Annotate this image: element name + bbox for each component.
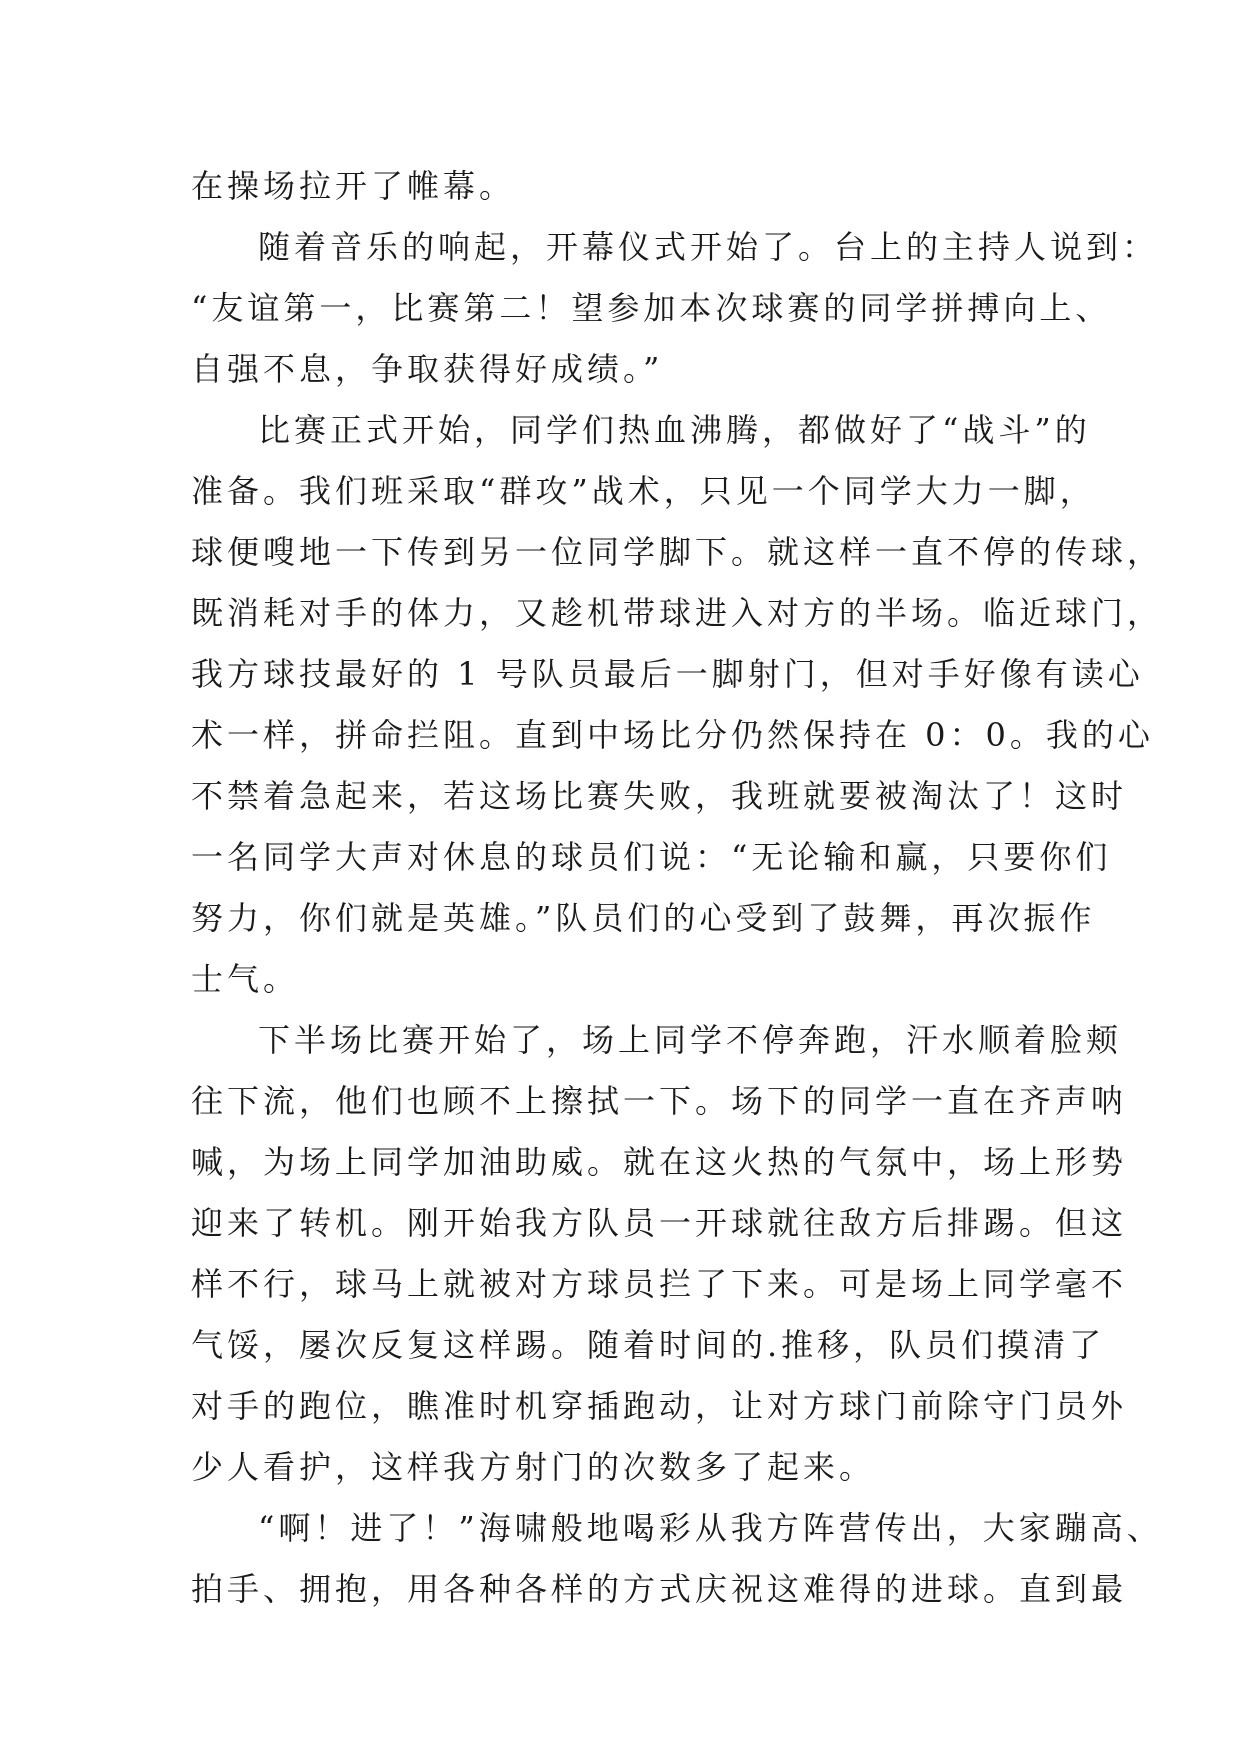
text-line: “友谊第一，比赛第二！望参加本次球赛的同学拼搏向上、 — [191, 289, 1112, 327]
text-line: 术一样，拼命拦阻。直到中场比分仍然保持在 0：0。我的心 — [191, 716, 1154, 754]
text-line: 拍手、拥抱，用各种各样的方式庆祝这难得的进球。直到最 — [191, 1570, 1128, 1608]
text-line: 自强不息，争取获得好成绩。” — [191, 350, 664, 388]
text-line: 气馁，屡次反复这样踢。随着时间的.推移，队员们摸清了 — [191, 1326, 1106, 1364]
paragraph-first-line: 下半场比赛开始了，场上同学不停奔跑，汗水顺着脸颊 — [258, 1021, 1123, 1059]
paragraph-first-line: 比赛正式开始，同学们热血沸腾，都做好了“战斗”的 — [258, 411, 1091, 449]
text-line: 不禁着急起来，若这场比赛失败，我班就要被淘汰了！这时 — [191, 777, 1128, 815]
text-line: 努力，你们就是英雄。”队员们的心受到了鼓舞，再次振作 — [191, 899, 1096, 937]
paragraph-first-line: “啊！进了！”海啸般地喝彩从我方阵营传出，大家蹦高、 — [258, 1509, 1163, 1547]
text-line: 对手的跑位，瞧准时机穿插跑动，让对方球门前除守门员外 — [191, 1387, 1128, 1425]
article-body — [191, 156, 1164, 1620]
text-line: 少人看护，这样我方射门的次数多了起来。 — [191, 1448, 876, 1486]
text-line: 准备。我们班采取“群攻”战术，只见一个同学大力一脚， — [191, 472, 1096, 510]
text-line: 样不行，球马上就被对方球员拦了下来。可是场上同学毫不 — [191, 1265, 1128, 1303]
text-line: 士气。 — [191, 960, 300, 998]
text-line: 喊，为场上同学加油助威。就在这火热的气氛中，场上形势 — [191, 1143, 1128, 1181]
text-line: 往下流，他们也顾不上擦拭一下。场下的同学一直在齐声呐 — [191, 1082, 1128, 1120]
text-line: 在操场拉开了帷幕。 — [191, 167, 516, 205]
text-line: 我方球技最好的 1 号队员最后一脚射门，但对手好像有读心 — [191, 655, 1144, 693]
text-line: 球便嗖地一下传到另一位同学脚下。就这样一直不停的传球， — [191, 533, 1164, 571]
text-line: 一名同学大声对休息的球员们说：“无论输和赢，只要你们 — [191, 838, 1112, 876]
text-line: 迎来了转机。刚开始我方队员一开球就往敌方后排踢。但这 — [191, 1204, 1128, 1242]
paragraph-first-line: 随着音乐的响起，开幕仪式开始了。台上的主持人说到： — [258, 228, 1159, 266]
text-line: 既消耗对手的体力，又趁机带球进入对方的半场。临近球门， — [191, 594, 1164, 632]
